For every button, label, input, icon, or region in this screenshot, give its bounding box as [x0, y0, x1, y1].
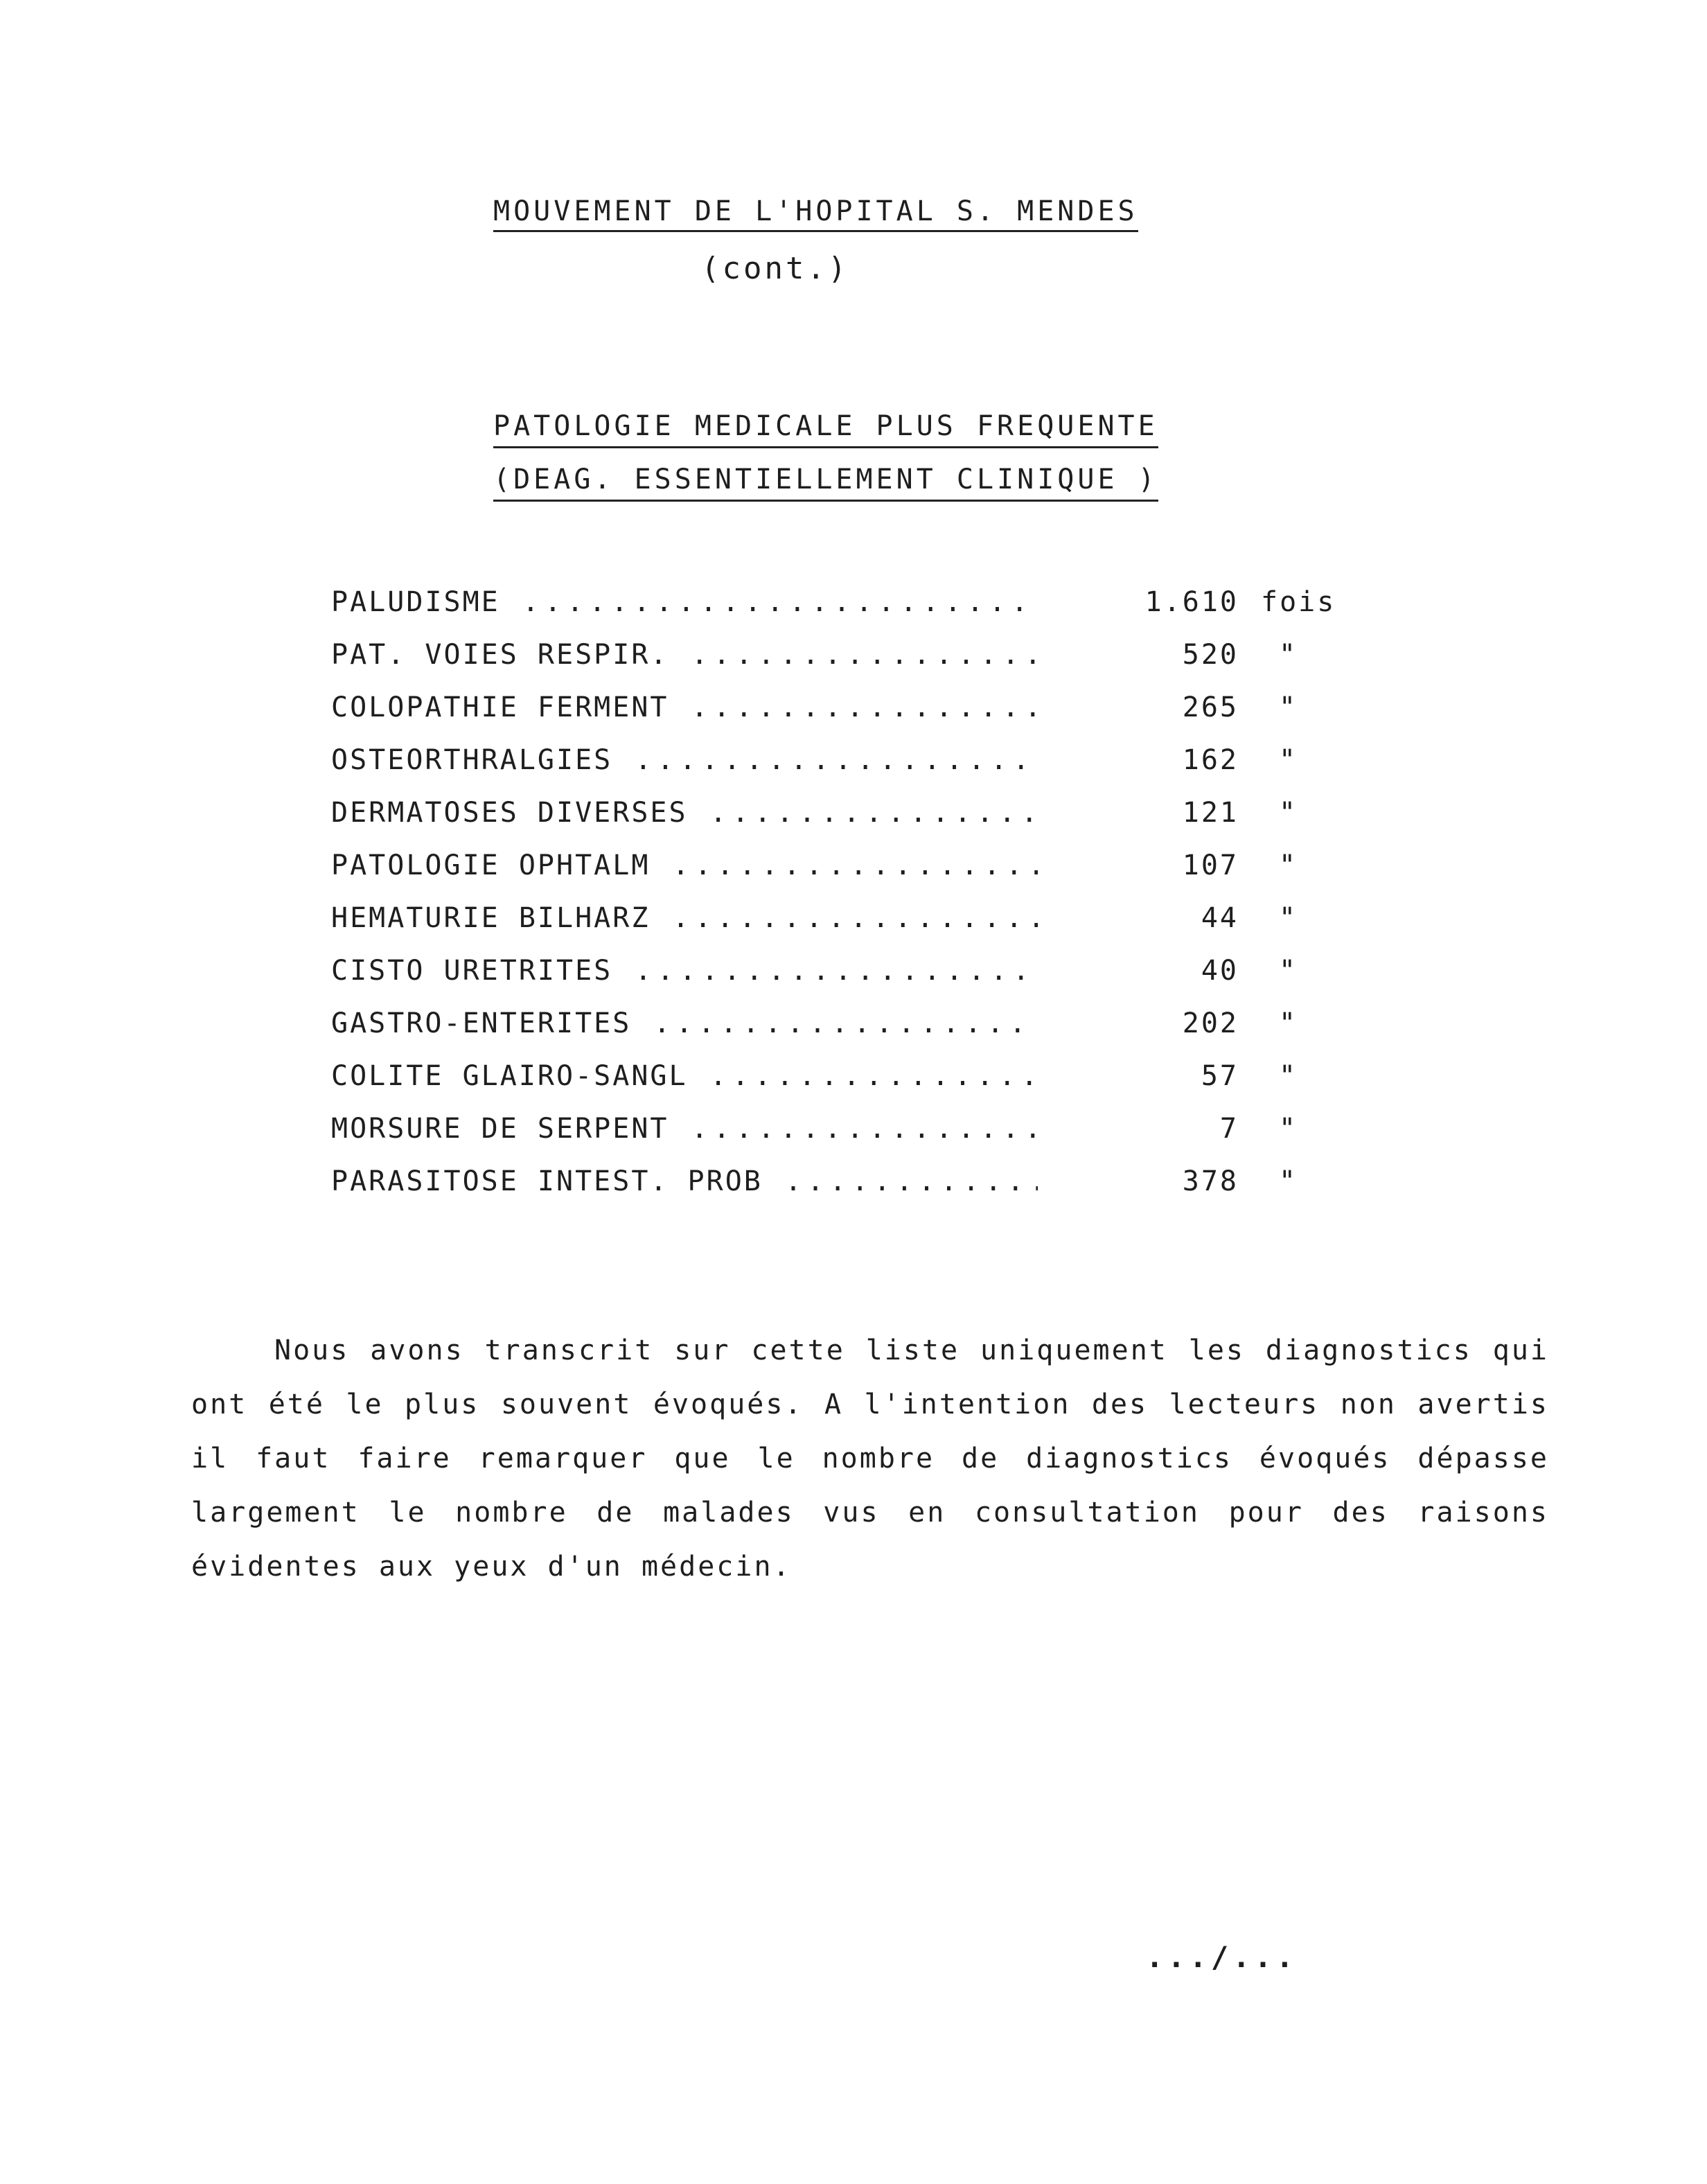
pathology-count: 202 [1182, 1007, 1239, 1039]
list-item [331, 849, 1384, 902]
ditto-mark: " [1279, 639, 1298, 671]
pathology-count: 121 [1182, 797, 1239, 829]
ditto-mark: " [1279, 1007, 1298, 1039]
section-heading-line-1: PATOLOGIE MEDICALE PLUS FREQUENTE [493, 410, 1158, 448]
ditto-mark: " [1279, 797, 1298, 829]
ditto-mark: " [1279, 849, 1298, 881]
list-item [331, 744, 1384, 797]
pathology-label: CISTO URETRITES ..... [331, 955, 1038, 987]
list-item [331, 955, 1384, 1007]
pathology-label: OSTEORTHRALGIES ..... [331, 744, 1038, 776]
section-heading [493, 410, 1186, 517]
ditto-mark: " [1279, 692, 1298, 723]
pathology-label: PARASITOSE INTEST. PROB ..... [331, 1165, 1038, 1197]
list-item [331, 586, 1384, 639]
pathology-count: 7 [1219, 1113, 1239, 1145]
pathology-count: 162 [1182, 744, 1239, 776]
pathology-list [331, 586, 1384, 1218]
ditto-mark: " [1279, 955, 1298, 987]
pathology-label: HEMATURIE BILHARZ ..... [331, 902, 1038, 934]
pathology-count: 40 [1201, 955, 1239, 987]
pathology-count: 107 [1182, 849, 1239, 881]
pathology-count: 520 [1182, 639, 1239, 671]
pathology-count: 265 [1182, 692, 1239, 723]
pathology-label: GASTRO-ENTERITES ..... [331, 1007, 1038, 1039]
title-block [493, 195, 1158, 232]
list-item [331, 639, 1384, 692]
ditto-mark: " [1279, 902, 1298, 934]
pathology-label: MORSURE DE SERPENT ..... [331, 1113, 1038, 1145]
pathology-label: DERMATOSES DIVERSES ..... [331, 797, 1038, 829]
ditto-mark: " [1279, 1113, 1298, 1145]
list-item [331, 1007, 1384, 1060]
list-item [331, 1165, 1384, 1218]
list-item [331, 797, 1384, 849]
pathology-count: 57 [1201, 1060, 1239, 1092]
list-item [331, 1060, 1384, 1113]
pathology-count: 1.610 [1144, 586, 1239, 618]
pathology-count: 44 [1201, 902, 1239, 934]
document-subtitle: (cont.) [701, 251, 849, 286]
section-heading-line-2: (DEAG. ESSENTIELLEMENT CLINIQUE ) [493, 464, 1158, 502]
list-item [331, 1113, 1384, 1165]
count-unit: fois [1261, 586, 1336, 618]
list-item [331, 692, 1384, 744]
list-item [331, 902, 1384, 955]
ditto-mark: " [1279, 1060, 1298, 1092]
pathology-label: COLITE GLAIRO-SANGL ..... [331, 1060, 1038, 1092]
pathology-label: COLOPATHIE FERMENT ..... [331, 692, 1038, 723]
pathology-label: PAT. VOIES RESPIR. ..... [331, 639, 1038, 671]
document-title: MOUVEMENT DE L'HOPITAL S. MENDES [493, 195, 1138, 232]
pathology-count: 378 [1182, 1165, 1239, 1197]
pathology-label: PATOLOGIE OPHTALM ..... [331, 849, 1038, 881]
pathology-label: PALUDISME ..... [331, 586, 1038, 618]
continuation-mark: .../... [1146, 1940, 1298, 1974]
ditto-mark: " [1279, 1165, 1298, 1197]
explanatory-paragraph: Nous avons transcrit sur cette liste uniquement les diagnostics qui ont été le plus souvent évoqués. A l'intention des lecteurs non avertis il faut faire remarquer que le nombre de diagnostics évoqués dépasse largement le nombre de malades vus en consultation pour des raisons évidentes aux yeux d'un médecin. [191, 1335, 1549, 1583]
ditto-mark: " [1279, 744, 1298, 776]
